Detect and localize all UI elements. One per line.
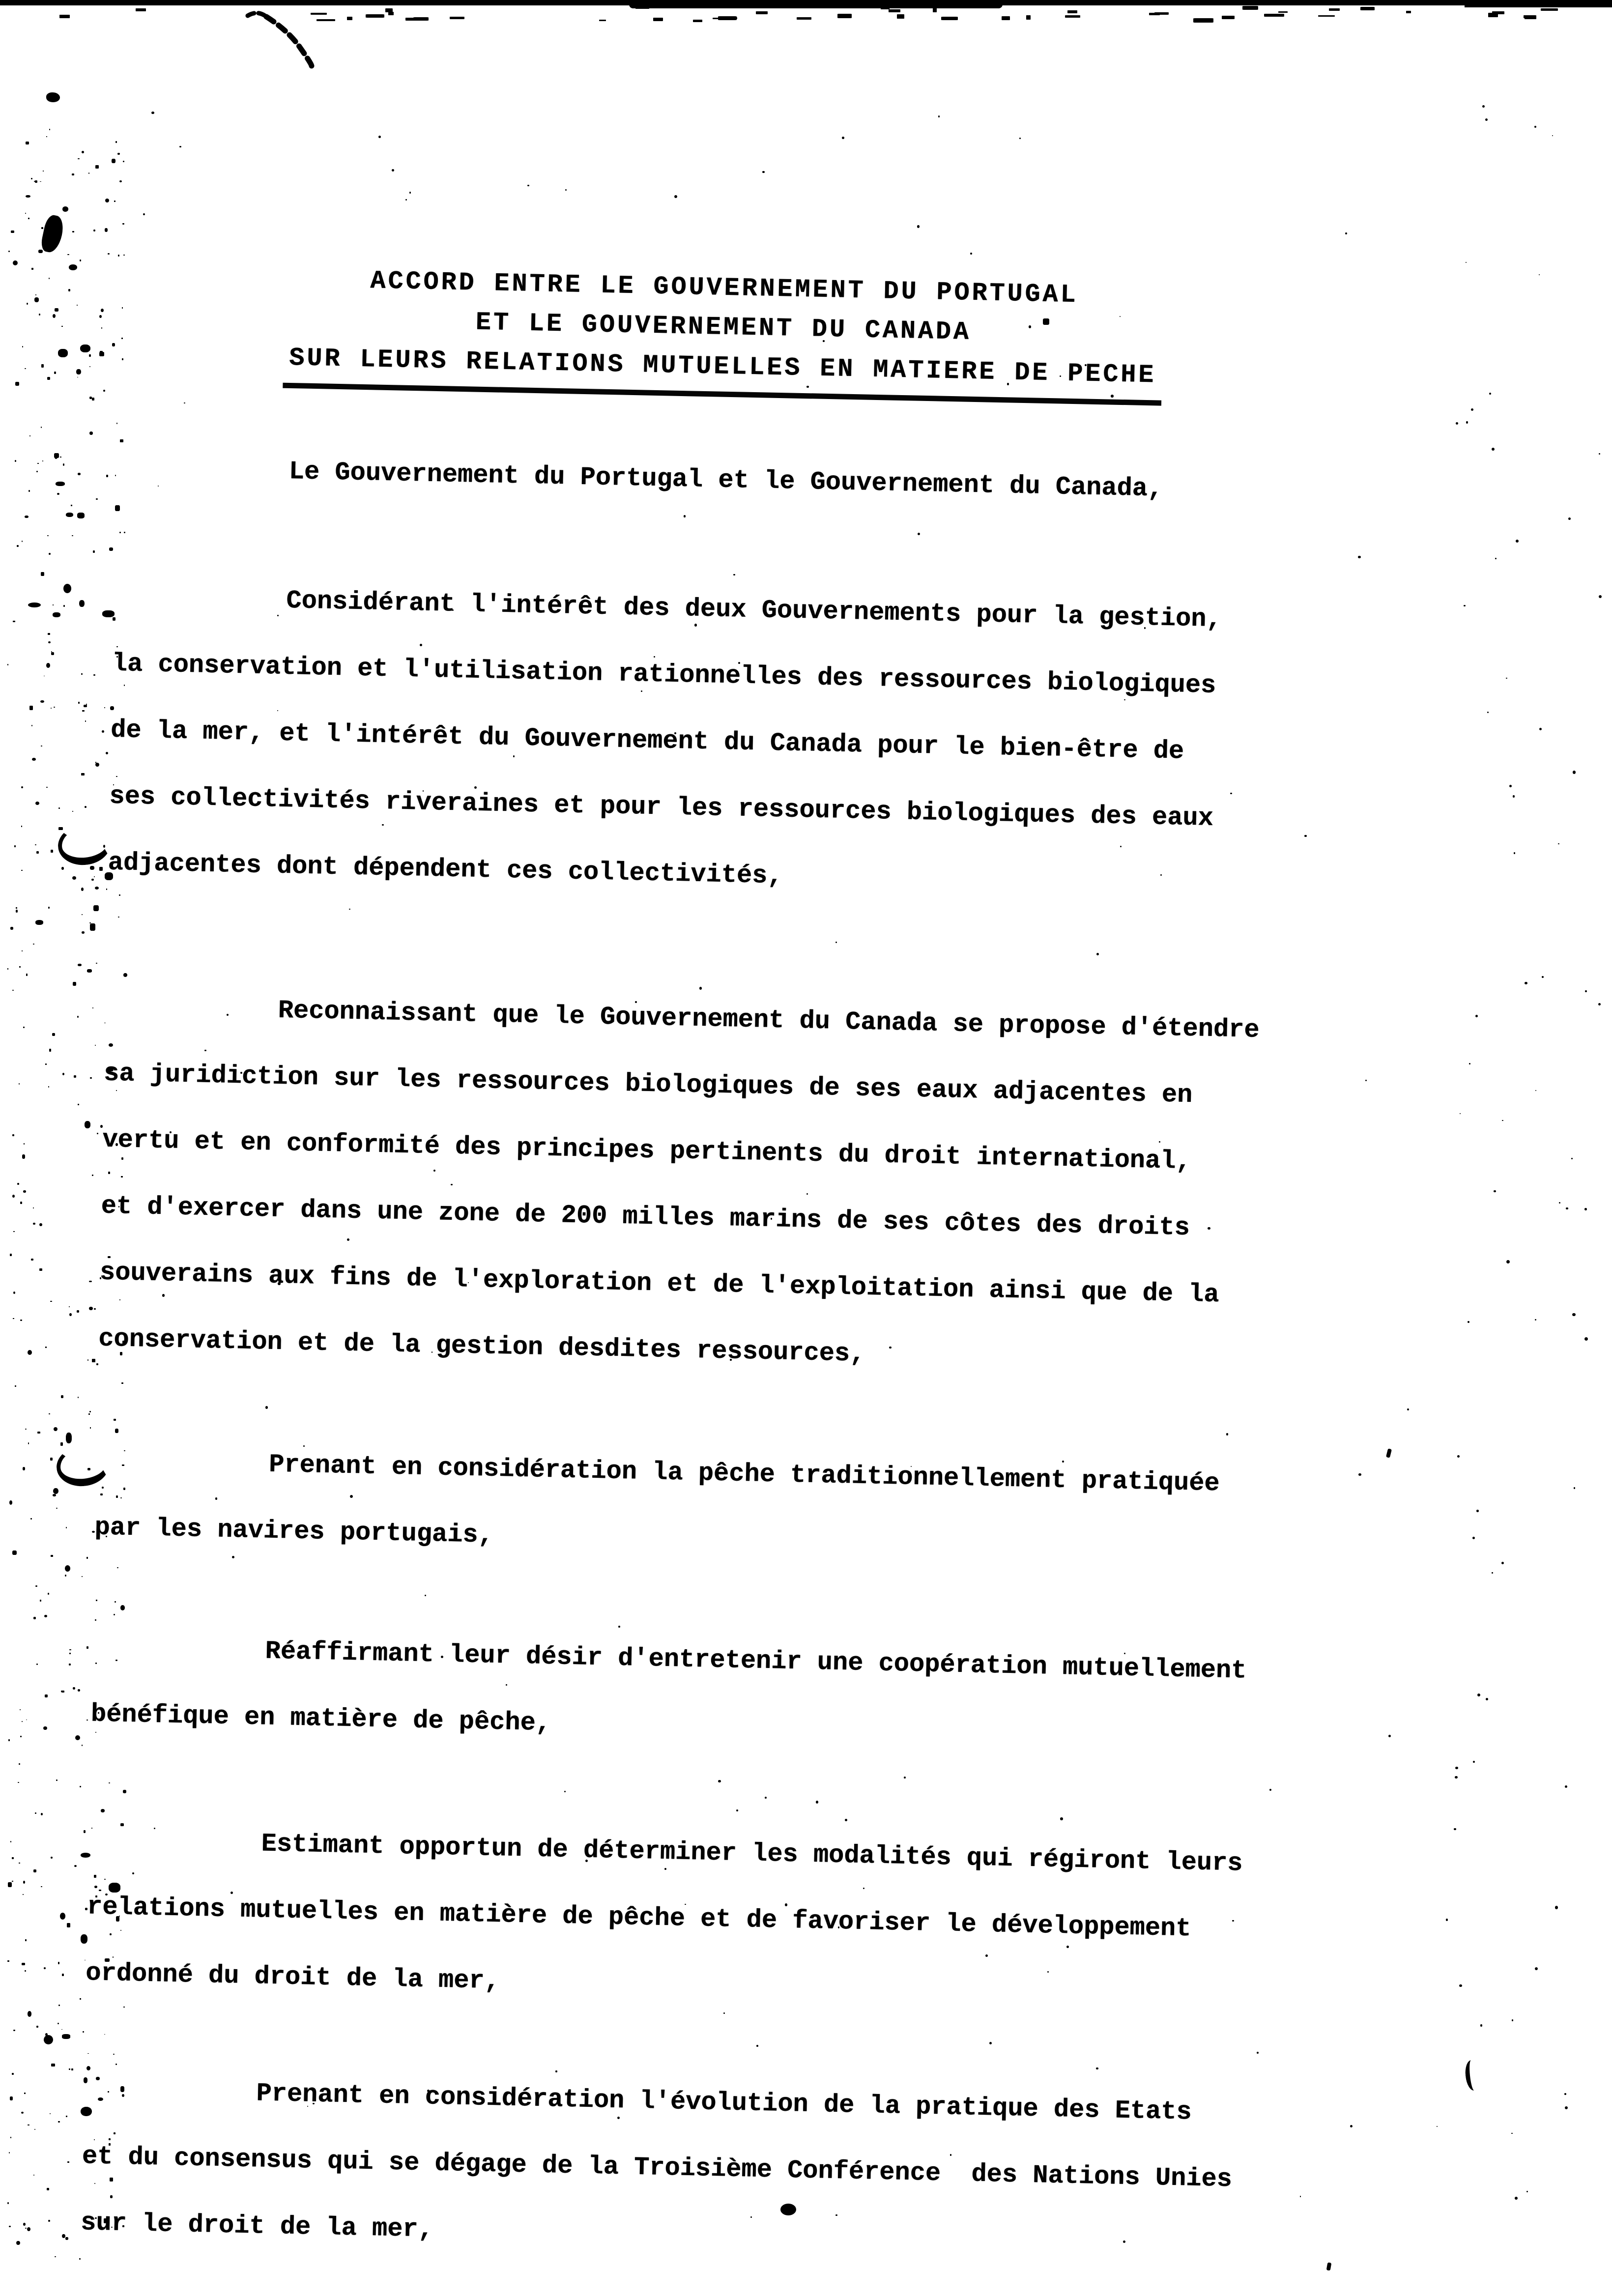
scan-noise-speck: [1318, 15, 1335, 17]
scan-noise-speck: [635, 7, 649, 9]
document-line: ses collectivités riveraines et pour les ressources biologiques des eaux: [109, 781, 1214, 833]
scan-noise-speck: [1406, 11, 1411, 13]
scan-noise-speck: [1598, 1003, 1601, 1005]
document-line: Prenant en considération la pêche traditionnellement pratiquée: [268, 1450, 1220, 1498]
document-line: la conservation et l'utilisation rationnelles des ressources biologiques: [112, 649, 1216, 700]
document-title-line-2: ET LE GOUVERNEMENT DU CANADA: [475, 308, 972, 347]
scan-artifact-top-edge-bar-right: [1465, 0, 1612, 7]
document-line: sur le droit de la mer,: [80, 2208, 434, 2244]
document-line: conservation et de la gestion desdites ressources,: [98, 1324, 865, 1369]
scan-noise-speck: [1541, 8, 1557, 11]
paragraph-preamble: [115, 435, 1483, 529]
paragraph-considerant: [107, 564, 1480, 923]
document-line: et du consensus qui se dégage de la Troisième Conférence des Nations Unies: [82, 2142, 1233, 2194]
document-line: Estimant opportun de déterminer les modalités qui régiront leurs: [261, 1829, 1243, 1878]
paragraph-estimant: [85, 1807, 1455, 2034]
document-line: Reconnaissant que le Gouvernement du Canada se propose d'étendre: [278, 996, 1260, 1045]
scan-noise-speck: [1193, 18, 1213, 23]
document-title-underlined-text: SUR LEURS RELATIONS MUTUELLES EN MATIERE DE PECHE: [283, 339, 1162, 406]
document-line: Prenant en considération l'évolution de la pratique des Etats: [256, 2079, 1192, 2127]
scan-noise-speck: [1360, 7, 1375, 10]
scan-noise-speck: [1065, 15, 1080, 18]
document-line: relations mutuelles en matière de pêche et de favoriser le développement: [86, 1892, 1192, 1944]
paragraph-prenant-evolution: [80, 2057, 1450, 2283]
scan-noise-speck: [1488, 13, 1498, 17]
document-line: adjacentes dont dépendent ces collectivités,: [108, 848, 783, 891]
document-line: bénéfique en matière de pêche,: [90, 1699, 551, 1738]
scan-noise-speck: [1149, 13, 1160, 15]
scan-noise-speck: [1524, 15, 1533, 18]
document-line: Réaffirmant leur désir d'entretenir une coopération mutuellement: [265, 1636, 1247, 1686]
document-title: [0, 254, 1454, 412]
scan-noise-speck: [1329, 8, 1340, 11]
document-line: Considérant l'intérêt des deux Gouvernements pour la gestion,: [286, 586, 1222, 634]
scan-noise-speck: [1264, 14, 1284, 17]
scan-noise-speck: [1067, 10, 1077, 13]
document-line: et d'exercer dans une zone de 200 milles marins de ses côtes des droits: [101, 1191, 1190, 1243]
scan-noise-speck: [1222, 16, 1235, 19]
document-line: ordonné du droit de la mer,: [85, 1958, 500, 1996]
document-title-line-1: ACCORD ENTRE LE GOUVERNEMENT DU PORTUGAL: [370, 266, 1079, 310]
scan-artifact-top-edge-bar-thick: [629, 0, 1003, 8]
scan-noise-speck: [1242, 6, 1259, 10]
document-line: sa juridiction sur les ressources biologiques de ses eaux adjacentes en: [103, 1059, 1193, 1110]
document-line: Le Gouvernement du Portugal et le Gouvernement du Canada,: [288, 457, 1163, 504]
document-line: souverains aux fins de l'exploration et de l'exploitation ainsi que de la: [99, 1258, 1220, 1310]
paragraph-prenant-peche: [94, 1428, 1463, 1588]
scan-noise-speck: [881, 6, 890, 9]
document-line: par les navires portugais,: [94, 1513, 494, 1550]
scan-noise-speck: [889, 9, 901, 12]
scan-noise-speck: [933, 8, 936, 12]
document-line: de la mer, et l'intérêt du Gouvernement du Canada pour le bien-être de: [110, 715, 1184, 766]
document-line: vertu et en conformité des principes pertinents du droit international,: [102, 1125, 1192, 1177]
paragraph-reaffirmant: [90, 1614, 1459, 1775]
scan-noise-speck: [756, 11, 768, 14]
scan-noise-speck: [1278, 11, 1288, 13]
scan-noise-speck: [1026, 15, 1031, 20]
paragraph-reconnaissant: [98, 974, 1472, 1400]
